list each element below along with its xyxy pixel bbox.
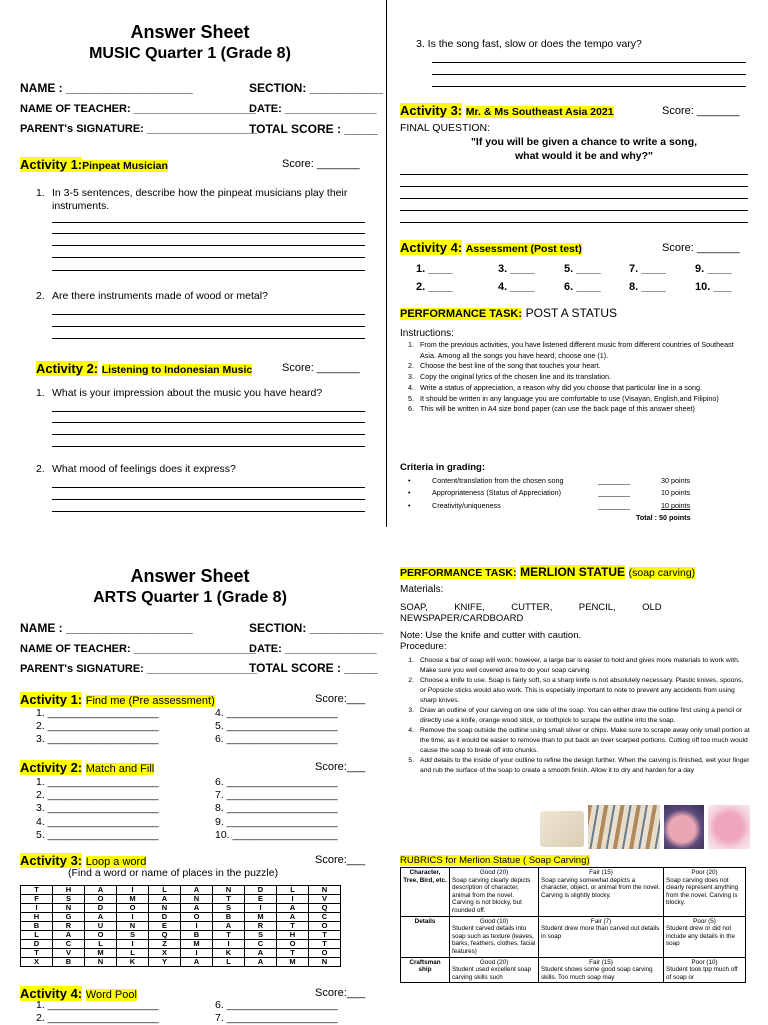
puzzle-cell[interactable]: M [245, 913, 277, 922]
puzzle-cell[interactable]: C [245, 940, 277, 949]
activity-name: Listening to Indonesian Music [101, 364, 253, 376]
puzzle-cell[interactable]: N [117, 922, 149, 931]
posttest-item[interactable]: 3. ____ [498, 263, 535, 275]
puzzle-cell[interactable]: T [277, 922, 309, 931]
rubric-cell: Good (20) Soap carving clearly depicts description of character, animal from the novel. Carving is not blocky, but rounded off. [450, 868, 539, 917]
arts-activity3-heading [20, 853, 146, 868]
puzzle-cell[interactable]: N [309, 886, 341, 895]
instructions-label: Instructions: [400, 328, 454, 339]
answer-blank[interactable]: 3. ___________________ [36, 802, 159, 815]
arts-name-field[interactable]: NAME : ___________________ [20, 621, 193, 635]
activity-label: Activity 2: [20, 760, 83, 775]
procedure-list: 1. Choose a bar of soap will work; however, a large bar is easier to hold and gives more materials to work with. Make sure you well covered area to do your soap carving 2. Choose a knife to use. Soap is fairly soft, so a sharp knife is not absolutely necessary. Plastic knives, spoons, or Popsicle sticks would also work. This is especially important to note to prevent any accidents from using sharp knives. 3. Draw an outline of your carving on one side of the soap. You can either draw the outline first using a pencil or directly use a knife, orange wood stick, or toothpick to scrape the outline into the soap. 4. Remove the soap outside the outline using small sliver or chips. Make sure to scrape away only small portion at the time, as it would be easier to remove than to put back an over scarped portions. Cutting off too much would cause the soap to break off into chunks. 5. Add details to the inside of your outline to refine the design further. When the carving is finished, wet your finger and rub the surface of the soap to create a smooth finish. Allow it to dry and harden for a day [408, 657, 750, 774]
answer-blank[interactable]: 6. ___________________ [215, 776, 338, 788]
puzzle-cell[interactable]: O [309, 949, 341, 958]
arts-activity1-score[interactable]: Score:___ [315, 693, 366, 705]
music-a1-q2-num: 2. [36, 290, 45, 302]
puzzle-cell[interactable]: T [213, 931, 245, 940]
rubric-criterion: Character, Tree, Bird, etc. [401, 868, 450, 917]
music-parent-field[interactable]: PARENT's SIGNATURE: __________________ [20, 123, 257, 135]
puzzle-cell[interactable]: A [85, 913, 117, 922]
final-question-line1: "If you will be given a chance to write a song, [470, 136, 698, 148]
puzzle-cell[interactable]: T [309, 931, 341, 940]
puzzle-cell[interactable]: K [117, 958, 149, 967]
answer-line[interactable] [52, 222, 365, 223]
answer-line[interactable] [52, 499, 365, 500]
column-divider [386, 0, 387, 527]
music-activity3-score[interactable]: Score: _______ [662, 105, 740, 117]
caution-note: Note: Use the knife and cutter with caution. [400, 630, 582, 641]
puzzle-cell[interactable]: L [21, 931, 53, 940]
puzzle-cell[interactable]: A [277, 913, 309, 922]
arts-section-field[interactable]: SECTION: ___________ [249, 621, 384, 635]
puzzle-cell[interactable]: L [149, 886, 181, 895]
puzzle-cell[interactable]: I [245, 904, 277, 913]
arts-a2-left-list [36, 776, 159, 842]
puzzle-cell[interactable]: S [53, 895, 85, 904]
puzzle-cell[interactable]: A [245, 958, 277, 967]
puzzle-cell[interactable]: I [181, 922, 213, 931]
puzzle-cell[interactable]: G [53, 913, 85, 922]
puzzle-cell[interactable]: H [21, 913, 53, 922]
answer-line[interactable] [52, 326, 365, 327]
puzzle-cell[interactable]: K [213, 949, 245, 958]
answer-blank[interactable]: 1. ___________________ [36, 999, 159, 1011]
puzzle-cell[interactable]: L [213, 958, 245, 967]
word-puzzle [20, 885, 341, 967]
performance-name: POST A STATUS [525, 306, 617, 320]
performance-name: MERLION STATUE [520, 565, 625, 579]
answer-line[interactable] [432, 62, 746, 63]
arts-a2-right-list [215, 776, 338, 842]
rubric-row [401, 868, 746, 917]
arts-a1-right-list [215, 707, 338, 747]
music-a2-q2-num: 2. [36, 463, 45, 475]
puzzle-cell[interactable]: L [117, 949, 149, 958]
answer-line[interactable] [52, 338, 365, 339]
puzzle-cell[interactable]: L [85, 940, 117, 949]
puzzle-cell[interactable]: T [21, 886, 53, 895]
activity-label: Activity 2: [36, 361, 99, 376]
carving-tools-photo [588, 805, 660, 849]
materials-line2: NEWSPAPER/CARDBOARD [400, 613, 524, 624]
activity-name: Find me (Pre assessment) [85, 695, 215, 707]
puzzle-cell[interactable]: R [245, 922, 277, 931]
instruction-step: Choose the best line of the song that touches your heart. [420, 361, 601, 371]
rubric-cell: Fair (15) Student shows some good soap carving skills. Too much soap may [539, 957, 664, 983]
puzzle-cell[interactable]: N [85, 958, 117, 967]
puzzle-cell[interactable]: S [245, 931, 277, 940]
puzzle-cell[interactable]: B [53, 958, 85, 967]
activity-label: Activity 4: [20, 986, 83, 1001]
posttest-item[interactable]: 7. ____ [629, 263, 666, 275]
puzzle-cell[interactable]: A [149, 895, 181, 904]
rubric-cell: Good (10) Student carved details into soap such as texture (leaves, barks, feathers, clothes, facial features) [450, 916, 539, 957]
puzzle-cell[interactable]: X [21, 958, 53, 967]
answer-line[interactable] [400, 198, 748, 199]
procedure-step: Remove the soap outside the outline using small sliver or chips. Make sure to scrape away only small portion at the time, as it would be easier to remove than to put back an over scarped portions. Cutting off too much would cause the soap to break off into chunks. [420, 727, 750, 754]
procedure-step: Choose a bar of soap will work; however, a large bar is easier to hold and gives more materials to work with. Make sure you well covered area to do your soap carving [420, 657, 740, 674]
puzzle-cell[interactable]: D [149, 913, 181, 922]
posttest-item[interactable]: 8. ____ [629, 281, 666, 293]
rubric-criterion: Craftsman ship [401, 957, 450, 983]
puzzle-cell[interactable]: N [181, 895, 213, 904]
answer-line[interactable] [52, 233, 365, 234]
puzzle-cell[interactable]: B [213, 913, 245, 922]
puzzle-cell[interactable]: X [149, 949, 181, 958]
criteria-total: Total : 50 points [636, 513, 691, 522]
rubric-cell: Poor (5) Student drew or did not include any details in the soap [664, 916, 746, 957]
puzzle-cell[interactable]: R [53, 922, 85, 931]
activity-label: Activity 1: [20, 157, 83, 172]
puzzle-cell[interactable]: A [213, 922, 245, 931]
puzzle-cell[interactable]: M [277, 958, 309, 967]
answer-blank[interactable]: 10. __________________ [215, 828, 338, 841]
puzzle-cell[interactable]: Q [309, 904, 341, 913]
arts-parent-field[interactable]: PARENT's SIGNATURE: __________________ [20, 663, 257, 675]
procedure-step: Choose a knife to use. Soap is fairly soft, so a sharp knife is not absolutely necessary. Plastic knives, spoons, or Popsicle sticks would also work. This is especially important to note to prevent any accidents from using sharp knives. [420, 677, 744, 704]
activity-name: Assessment (Post test) [465, 243, 582, 255]
puzzle-cell[interactable]: C [53, 940, 85, 949]
answer-line[interactable] [400, 186, 748, 187]
arts-activity2-heading [20, 760, 154, 775]
music-teacher-field[interactable]: NAME OF TEACHER: ____________________ [20, 103, 257, 115]
puzzle-grid [20, 885, 341, 967]
puzzle-cell[interactable]: I [117, 913, 149, 922]
carved-soap-photo [708, 805, 750, 849]
procedure-step: Add details to the inside of your outline to refine the design further. When the carving is finished, wet your finger and rub the surface of the soap to create a smooth finish. Allow it to dry and harden for a day [420, 757, 750, 774]
puzzle-cell[interactable]: O [181, 913, 213, 922]
music-activity4-heading [400, 240, 582, 255]
performance-label: PERFORMANCE TASK: [400, 308, 523, 320]
puzzle-cell[interactable]: M [85, 949, 117, 958]
answer-line[interactable] [52, 446, 365, 447]
music-performance-heading [400, 305, 617, 320]
answer-blank[interactable]: 9. ___________________ [215, 815, 338, 828]
puzzle-cell[interactable]: A [85, 886, 117, 895]
puzzle-cell[interactable]: Y [149, 958, 181, 967]
puzzle-cell[interactable]: N [309, 958, 341, 967]
puzzle-row [21, 958, 341, 967]
puzzle-cell[interactable]: T [309, 940, 341, 949]
puzzle-cell[interactable]: I [21, 904, 53, 913]
answer-blank[interactable]: 2. ___________________ [36, 1012, 159, 1025]
answer-line[interactable] [52, 434, 365, 435]
materials-label: Materials: [400, 584, 444, 595]
puzzle-cell[interactable]: A [245, 949, 277, 958]
posttest-item[interactable]: 1. ____ [416, 263, 453, 275]
answer-line[interactable] [52, 245, 365, 246]
puzzle-cell[interactable]: B [181, 931, 213, 940]
posttest-item[interactable]: 5. ____ [564, 263, 601, 275]
puzzle-cell[interactable]: S [213, 904, 245, 913]
answer-blank[interactable]: 2. ___________________ [36, 720, 159, 733]
puzzle-instruction: (Find a word or name of places in the puzzle) [68, 867, 279, 879]
music-a2-q1: What is your impression about the music you have heard? [52, 387, 323, 399]
puzzle-cell[interactable]: O [85, 895, 117, 904]
performance-label: PERFORMANCE TASK: [400, 567, 517, 579]
puzzle-cell[interactable]: I [181, 949, 213, 958]
puzzle-cell[interactable]: A [181, 958, 213, 967]
answer-blank[interactable]: 4. ___________________ [36, 815, 159, 828]
music-activity2-score[interactable]: Score: _______ [282, 362, 360, 374]
soap-bar-photo [540, 811, 584, 847]
arts-activity3-score[interactable]: Score:___ [315, 854, 366, 866]
materials-line1: SOAP, KNIFE, CUTTER, PENCIL, OLD [400, 602, 662, 613]
arts-teacher-field[interactable]: NAME OF TEACHER: ____________________ [20, 643, 257, 655]
puzzle-cell[interactable]: I [117, 886, 149, 895]
answer-blank[interactable]: 2. ___________________ [36, 789, 159, 802]
procedure-label: Procedure: [400, 641, 447, 652]
puzzle-cell[interactable]: E [149, 922, 181, 931]
arts-activity2-score[interactable]: Score:___ [315, 761, 366, 773]
activity-name: Word Pool [85, 989, 137, 1001]
puzzle-cell[interactable]: N [53, 904, 85, 913]
arts-total-field[interactable]: TOTAL SCORE : _____ [249, 661, 378, 675]
answer-line[interactable] [400, 174, 748, 175]
answer-line[interactable] [400, 222, 748, 223]
answer-blank[interactable]: 7. ___________________ [215, 1012, 338, 1025]
answer-blank[interactable]: 6. ___________________ [215, 733, 338, 746]
activity-label: Activity 4: [400, 240, 463, 255]
music-name-field[interactable]: NAME : ___________________ [20, 81, 193, 95]
music-activity1-heading [20, 157, 168, 172]
puzzle-cell[interactable]: C [309, 913, 341, 922]
music-a2-q1-num: 1. [36, 387, 45, 399]
rubric-cell: Good (20) Student used excellent soap carving skills such [450, 957, 539, 983]
answer-line[interactable] [52, 511, 365, 512]
arts-date-field[interactable]: DATE: _______________ [249, 643, 377, 655]
puzzle-cell[interactable]: V [53, 949, 85, 958]
puzzle-cell[interactable]: N [213, 886, 245, 895]
answer-line[interactable] [432, 74, 746, 75]
posttest-item[interactable]: 6. ____ [564, 281, 601, 293]
final-question-label: FINAL QUESTION: [400, 122, 491, 134]
rubric-title: RUBRICS for Merlion Statue ( Soap Carving) [400, 855, 590, 866]
puzzle-cell[interactable]: T [277, 949, 309, 958]
instruction-step: It should be written in any language you are comfortable to use (Visayan, English,and Filipino) [420, 393, 719, 403]
answer-blank[interactable]: 7. ___________________ [215, 789, 338, 802]
puzzle-cell[interactable]: H [277, 931, 309, 940]
puzzle-cell[interactable]: L [277, 886, 309, 895]
instruction-step: This will be written in A4 size bond paper (can use the back page of this answer sheet) [420, 404, 695, 414]
puzzle-cell[interactable]: I [277, 895, 309, 904]
arts-subtitle: ARTS Quarter 1 (Grade 8) [93, 589, 287, 606]
puzzle-cell[interactable]: E [245, 895, 277, 904]
music-activity4-score[interactable]: Score: _______ [662, 242, 740, 254]
puzzle-cell[interactable]: V [309, 895, 341, 904]
answer-blank[interactable]: 5. ___________________ [215, 720, 338, 733]
rubric-grid [400, 867, 746, 983]
criteria-label: Criteria in grading: [400, 462, 485, 473]
puzzle-cell[interactable]: A [53, 931, 85, 940]
music-title: Answer Sheet [130, 22, 250, 42]
activity-name: Pinpeat Musician [82, 160, 168, 172]
puzzle-cell[interactable]: N [149, 904, 181, 913]
answer-line[interactable] [52, 411, 365, 412]
music-a1-q2: Are there instruments made of wood or metal? [52, 290, 268, 302]
posttest-item[interactable]: 2. ____ [416, 281, 453, 293]
instruction-step: Copy the original lyrics of the chosen line and its translation. [420, 372, 611, 382]
soap-carving-photos [540, 805, 750, 849]
puzzle-cell[interactable]: O [117, 904, 149, 913]
puzzle-cell[interactable]: Q [149, 931, 181, 940]
answer-blank[interactable]: 3. ___________________ [36, 733, 159, 746]
activity-name: Match and Fill [85, 763, 155, 775]
puzzle-cell[interactable]: B [21, 922, 53, 931]
rubric-cell: Fair (15) Soap carving somewhat depicts a character, object, or animal from the novel. Carving is slightly blocky. [539, 868, 664, 917]
music-activity3-heading [400, 103, 614, 118]
puzzle-cell[interactable]: I [117, 940, 149, 949]
answer-line[interactable] [52, 270, 365, 271]
procedure-step: Draw an outline of your carving on one side of the soap. You can either draw the outline first using a pencil or directly use a knife, orange wood stick, or toothpick to scrape the outline into the soap. [420, 707, 742, 724]
activity-label: Activity 1: [20, 692, 83, 707]
answer-blank[interactable]: 5. ___________________ [36, 828, 159, 841]
activity-name: Mr. & Ms Southeast Asia 2021 [465, 106, 614, 118]
answer-line[interactable] [432, 86, 746, 87]
music-a2-q2: What mood of feelings does it express? [52, 463, 236, 475]
arts-a1-left-list [36, 707, 159, 747]
answer-blank[interactable]: 8. ___________________ [215, 802, 338, 815]
music-section-field[interactable]: SECTION: ___________ [249, 81, 384, 95]
performance-suffix: (soap carving) [628, 567, 696, 579]
arts-a4-right-list [215, 999, 338, 1025]
arts-title: Answer Sheet [130, 566, 250, 586]
puzzle-cell[interactable]: O [309, 922, 341, 931]
music-subtitle: MUSIC Quarter 1 (Grade 8) [89, 45, 291, 62]
answer-line[interactable] [52, 314, 365, 315]
music-q3: 3. Is the song fast, slow or does the tempo vary? [416, 38, 642, 50]
posttest-item[interactable]: 10. ___ [695, 281, 732, 293]
answer-blank[interactable]: 6. ___________________ [215, 999, 338, 1011]
music-activity2-heading [36, 361, 252, 376]
answer-line[interactable] [52, 422, 365, 423]
puzzle-cell[interactable]: A [181, 904, 213, 913]
puzzle-cell[interactable]: O [85, 931, 117, 940]
activity-name: Loop a word [85, 856, 147, 868]
activity-label: Activity 3: [20, 853, 83, 868]
answer-blank[interactable]: 1. ___________________ [36, 707, 159, 719]
music-a1-q1-num: 1. [36, 187, 45, 199]
puzzle-cell[interactable]: O [277, 940, 309, 949]
puzzle-cell[interactable]: M [117, 895, 149, 904]
puzzle-cell[interactable]: T [21, 949, 53, 958]
puzzle-cell[interactable]: T [213, 895, 245, 904]
rubric-row [401, 916, 746, 957]
activity-label: Activity 3: [400, 103, 463, 118]
puzzle-cell[interactable]: I [213, 940, 245, 949]
music-a1-q1: In 3-5 sentences, describe how the pinpeat musicians play their instruments. [52, 187, 348, 212]
instruction-step: Write a status of appreciation, a reason why did you choose that particular line in a song. [420, 382, 702, 392]
puzzle-cell[interactable]: A [181, 886, 213, 895]
final-question-line2: what would it be and why?" [515, 150, 653, 162]
instruction-step: From the previous activities, you have listened different music from different countries of Southeast Asia. Among all the songs you have heard, choose one (1). [420, 340, 734, 360]
puzzle-cell[interactable]: S [117, 931, 149, 940]
music-activity1-score[interactable]: Score: _______ [282, 158, 360, 170]
rubric-row [401, 957, 746, 983]
puzzle-cell[interactable]: U [85, 922, 117, 931]
answer-line[interactable] [400, 210, 748, 211]
rubric-cell: Fair (7) Student drew more than carved out details in soap [539, 916, 664, 957]
hand-carving-photo [664, 805, 704, 849]
puzzle-cell[interactable]: H [53, 886, 85, 895]
rubric-criterion: Details [401, 916, 450, 957]
rubric-cell: Poor (10) Student took tpp much off of soap or [664, 957, 746, 983]
posttest-item[interactable]: 9. ____ [695, 263, 732, 275]
arts-a4-left-list [36, 999, 159, 1025]
puzzle-cell[interactable]: D [85, 904, 117, 913]
music-date-field[interactable]: DATE: _______________ [249, 103, 377, 115]
rubric-cell: Poor (20) Soap carving does not clearly represent anything from the novel. Carving is blocky. [664, 868, 746, 917]
music-total-field[interactable]: TOTAL SCORE : _____ [249, 122, 378, 136]
answer-line[interactable] [52, 487, 365, 488]
puzzle-cell[interactable]: D [245, 886, 277, 895]
arts-performance-heading [400, 564, 695, 579]
puzzle-cell[interactable]: A [277, 904, 309, 913]
answer-line[interactable] [52, 257, 365, 258]
puzzle-cell[interactable]: F [21, 895, 53, 904]
answer-blank[interactable]: 1. ___________________ [36, 776, 159, 788]
answer-blank[interactable]: 4. ___________________ [215, 707, 338, 719]
puzzle-cell[interactable]: D [21, 940, 53, 949]
instructions-list: 1. From the previous activities, you have listened different music from different countries of Southeast Asia. Among all the songs you have heard, choose one (1). 2. Choose the best line of the song that touches your heart. 3. Copy the original lyrics of the chosen line and its translation. 4. Write a status of appreciation, a reason why did you choose that particular line in a song. 5. It should be written in any language you are comfortable to use (Visayan, English,and Filipino) 6. This will be written in A4 size bond paper (can use the back page of this answer sheet) [400, 340, 750, 415]
puzzle-cell[interactable]: Z [149, 940, 181, 949]
puzzle-cell[interactable]: M [181, 940, 213, 949]
rubric-table [400, 867, 746, 983]
arts-activity4-score[interactable]: Score:___ [315, 987, 366, 999]
arts-activity1-heading [20, 692, 215, 707]
posttest-item[interactable]: 4. ____ [498, 281, 535, 293]
